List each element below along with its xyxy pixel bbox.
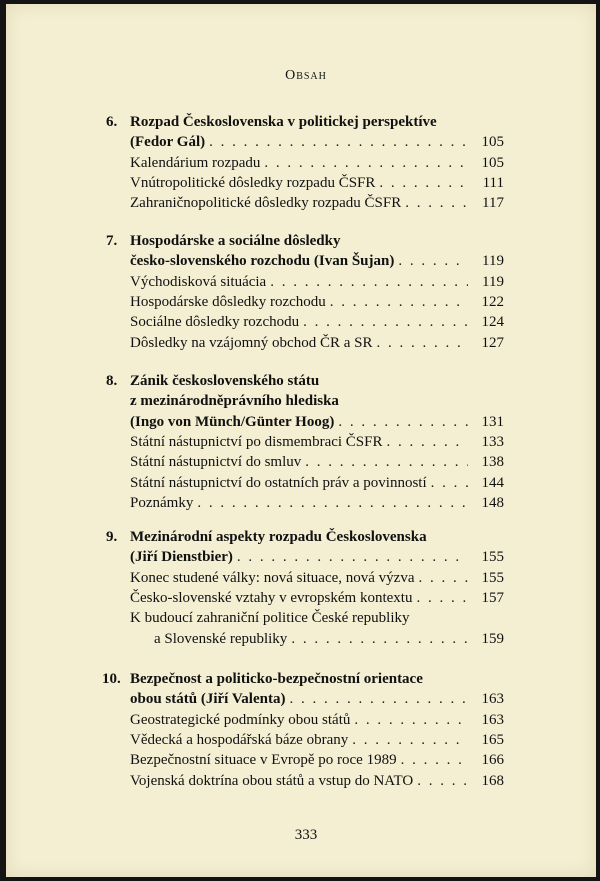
toc-page-number: 127 bbox=[481, 334, 504, 351]
toc-entry-text: Kalendárium rozpadu bbox=[130, 154, 261, 171]
toc-entry bbox=[154, 629, 504, 649]
chapter-number: 6. bbox=[106, 114, 118, 130]
toc-entry-text: Hospodárske a sociálne dôsledky bbox=[130, 233, 341, 249]
toc-page-number: 144 bbox=[481, 474, 504, 491]
dot-leader bbox=[338, 412, 468, 432]
dot-leader bbox=[264, 153, 468, 173]
dot-leader bbox=[197, 493, 468, 513]
toc-entry-text: Vojenská doktrína obou států a vstup do NATO bbox=[130, 772, 414, 789]
dot-leader bbox=[237, 547, 468, 567]
toc-entry-text: K budoucí zahraniční politice České republiky bbox=[130, 610, 410, 627]
toc-page-number: 138 bbox=[481, 454, 504, 471]
toc-page-number: 168 bbox=[481, 772, 504, 789]
dot-leader bbox=[417, 771, 468, 791]
chapter-title-line bbox=[130, 112, 504, 132]
dot-leader bbox=[330, 292, 468, 312]
toc-page-number: 111 bbox=[482, 174, 504, 191]
toc-page-number: 155 bbox=[481, 549, 504, 566]
toc-entry-text: Hospodárske dôsledky rozchodu bbox=[130, 293, 326, 310]
chapter-title-line bbox=[130, 371, 504, 391]
chapter-number: 9. bbox=[106, 529, 118, 545]
toc-entry bbox=[130, 452, 504, 472]
dot-leader bbox=[405, 193, 468, 213]
toc-entry-text: Vnútropolitické dôsledky rozpadu ČSFR bbox=[130, 174, 376, 191]
toc-page-number: 131 bbox=[481, 413, 504, 430]
toc-page-number: 148 bbox=[481, 494, 504, 511]
toc-entry bbox=[130, 750, 504, 770]
toc-entry-text: Zahraničnopolitické dôsledky rozpadu ČSFR bbox=[130, 195, 402, 212]
toc-entry-text: Sociálne dôsledky rozchodu bbox=[130, 314, 300, 331]
toc-entry-text: Mezinárodní aspekty rozpadu Československa bbox=[130, 529, 427, 545]
chapter-title-line bbox=[130, 251, 504, 271]
dot-leader bbox=[354, 710, 468, 730]
toc-entry bbox=[130, 493, 504, 513]
chapter-number: 10. bbox=[102, 671, 121, 687]
toc-page-number: 165 bbox=[481, 731, 504, 748]
toc-entry bbox=[130, 588, 504, 608]
toc-entry-text: Státní nástupnictví po dismembraci ČSFR bbox=[130, 433, 383, 450]
toc-entry bbox=[130, 333, 504, 353]
toc-entry-text: Rozpad Československa v politickej perspektíve bbox=[130, 114, 437, 130]
dot-leader bbox=[209, 132, 468, 152]
toc-entry-text: Státní nástupnictví do smluv bbox=[130, 454, 302, 471]
dot-leader bbox=[352, 730, 468, 750]
chapter-title-line bbox=[130, 132, 504, 152]
toc-page-number: 105 bbox=[481, 134, 504, 151]
page-number: 333 bbox=[294, 827, 318, 843]
chapter-title-line bbox=[130, 669, 504, 689]
toc-entry-text: Česko-slovenské vztahy v evropském kontextu bbox=[130, 589, 413, 606]
toc-entry-text: Bezpečnost a politicko-bezpečnostní orientace bbox=[130, 671, 423, 687]
toc-entry-text: obou států (Jiří Valenta) bbox=[130, 691, 286, 708]
running-header: Obsah bbox=[285, 68, 327, 83]
dot-leader bbox=[401, 750, 468, 770]
toc-entry-text: z mezinárodněprávního hlediska bbox=[130, 393, 339, 410]
dot-leader bbox=[289, 689, 468, 709]
toc-entry bbox=[130, 173, 504, 193]
toc-entry bbox=[130, 193, 504, 213]
toc-page-number: 105 bbox=[481, 154, 504, 171]
dot-leader bbox=[305, 452, 468, 472]
toc-entry bbox=[130, 473, 504, 493]
toc-entry-text: (Ingo von Münch/Günter Hoog) bbox=[130, 413, 335, 430]
toc-page-number: 119 bbox=[482, 253, 504, 270]
toc-entry bbox=[130, 608, 504, 628]
toc-page-number: 163 bbox=[481, 711, 504, 728]
toc-entry-text: Východisková situácia bbox=[130, 273, 267, 290]
toc-entry-text: (Jiří Dienstbier) bbox=[130, 549, 233, 566]
toc-entry bbox=[130, 432, 504, 452]
toc-entry bbox=[130, 272, 504, 292]
chapter-title-line bbox=[130, 547, 504, 567]
chapter-title-line bbox=[130, 689, 504, 709]
toc-entry bbox=[130, 771, 504, 791]
toc-entry-text: Konec studené války: nová situace, nová výzva bbox=[130, 569, 415, 586]
dot-leader bbox=[398, 251, 468, 271]
toc-entry-text: Státní nástupnictví do ostatních práv a povinností bbox=[130, 474, 427, 491]
toc-entry bbox=[130, 153, 504, 173]
toc-entry bbox=[130, 730, 504, 750]
toc-page-number: 166 bbox=[481, 752, 504, 769]
toc-entry-text: Dôsledky na vzájomný obchod ČR a SR bbox=[130, 334, 373, 351]
toc-page-number: 133 bbox=[481, 433, 504, 450]
toc-entry-text: a Slovenské republiky bbox=[154, 630, 288, 647]
toc-page-number: 124 bbox=[481, 314, 504, 331]
dot-leader bbox=[387, 432, 469, 452]
toc-entry-text: Zánik československého státu bbox=[130, 373, 320, 389]
toc-entry-text: Vědecká a hospodářská báze obrany bbox=[130, 731, 349, 748]
toc-page-number: 117 bbox=[482, 195, 504, 212]
toc-page-number: 119 bbox=[482, 273, 504, 290]
book-page bbox=[6, 4, 596, 877]
dot-leader bbox=[419, 568, 469, 588]
dot-leader bbox=[376, 333, 468, 353]
toc-page-number: 159 bbox=[481, 630, 504, 647]
toc-entry bbox=[130, 292, 504, 312]
toc-page-number: 155 bbox=[481, 569, 504, 586]
toc-entry-text: česko-slovenského rozchodu (Ivan Šujan) bbox=[130, 253, 395, 270]
toc-page-number: 163 bbox=[481, 691, 504, 708]
chapter-title-line bbox=[130, 412, 504, 432]
toc-entry bbox=[130, 312, 504, 332]
dot-leader bbox=[270, 272, 468, 292]
toc-page-number: 157 bbox=[481, 589, 504, 606]
toc-entry bbox=[130, 710, 504, 730]
chapter-title-line bbox=[130, 391, 504, 411]
dot-leader bbox=[431, 473, 468, 493]
dot-leader bbox=[416, 588, 468, 608]
chapter-title-line bbox=[130, 231, 504, 251]
toc-entry bbox=[130, 568, 504, 588]
toc-page-number: 122 bbox=[481, 293, 504, 310]
chapter-number: 7. bbox=[106, 233, 118, 249]
dot-leader bbox=[379, 173, 468, 193]
toc-entry-text: Geostrategické podmínky obou států bbox=[130, 711, 351, 728]
dot-leader bbox=[291, 629, 468, 649]
toc-entry-text: Poznámky bbox=[130, 494, 194, 511]
toc-entry-text: (Fedor Gál) bbox=[130, 134, 206, 151]
chapter-number: 8. bbox=[106, 373, 118, 389]
chapter-title-line bbox=[130, 527, 504, 547]
toc-entry-text: Bezpečnostní situace v Evropě po roce 1989 bbox=[130, 752, 397, 769]
dot-leader bbox=[303, 312, 468, 332]
